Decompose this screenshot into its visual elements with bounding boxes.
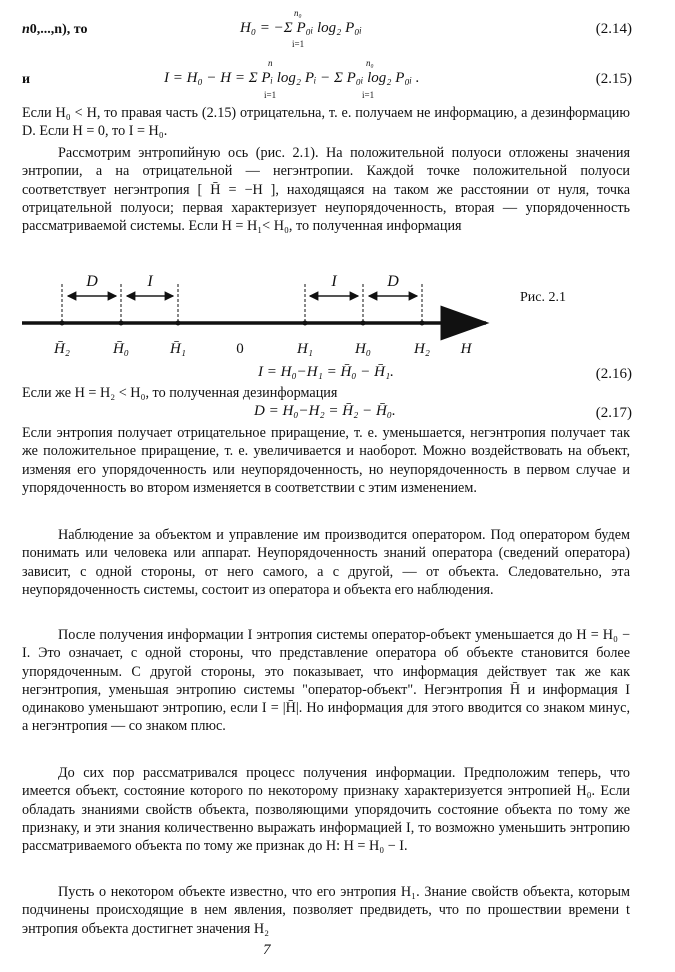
- axis-label: H̄₂: [53, 341, 71, 357]
- equation-lead-text: 0,...,n), то: [29, 22, 88, 37]
- equation-2-14-formula: H₀ = −Σ P₀ᵢ log₂ P₀ᵢ: [240, 20, 362, 36]
- sum-lower-limit: i=1: [362, 90, 375, 100]
- axis-label: H̄₀: [112, 341, 130, 357]
- equation-2-15-formula: I = H₀ − H = Σ Pᵢ log₂ Pᵢ − Σ P₀ᵢ log₂ P₀ᵢ .: [164, 70, 420, 86]
- span-label-i: I: [147, 273, 153, 290]
- axis-label: H₂: [413, 341, 431, 357]
- equation-2-14: [22, 8, 632, 48]
- span-label-d: D: [387, 273, 399, 290]
- sum-upper-limit: n₀: [366, 58, 374, 68]
- equation-2-17: [22, 403, 632, 423]
- sum-lower-limit: i=1: [264, 90, 277, 100]
- paragraph: Рассмотрим энтропийную ось (рис. 2.1). На положительной полуоси отложены значения энтропии, а на отрицательной — негэнтропии. Каждой точке положительной полуоси соответствует негэнтропия [ H̄ = −H ], находящаяся на таком же расстоянии от нуля, точка отрицательной полуоси; первая характеризует неупорядоченность, вторая — упорядоченность рассматриваемой системы. Если H = H₁< H₀, то полученная информация: [22, 145, 630, 235]
- axis-label: H: [460, 341, 472, 357]
- equation-2-17-formula: D = H₀−H₂ = H̄₂ − H̄₀.: [254, 403, 396, 419]
- paragraph: Если же H = H₂ < H₀, то полученная дезинформация: [22, 385, 338, 401]
- sum-upper-limit: n₀: [294, 8, 302, 18]
- axis-label: H̄₁: [169, 341, 187, 357]
- paragraph: Наблюдение за объектом и управление им производится оператором. Под оператором будем понимать или человека или аппарат. Неупорядоченность знаний оператора (сведений оператора) зависит, с одной стороны, от него самого, а с другой, — от объекта. Следовательно, эта неупорядоченность системы, состоит из оператора и объекта его наблюдения.: [22, 527, 630, 598]
- paragraph: Если энтропия получает отрицательное приращение, т. е. уменьшается, негэнтропия получает так же положительное приращение, т. е. увеличивается и наоборот. Можно воздействовать на объект, изменяя его упорядоченность или неупорядоченность, но неупорядоченность в первом случае и упорядоченность во втором изменяется в соответствии с этим изменением.: [22, 425, 630, 496]
- equation-2-16: [22, 364, 632, 384]
- paragraph: До сих пор рассматривался процесс получения информации. Предположим теперь, что имеется объект, состояние которого по некоторому признаку характеризуется энтропией H₀. Если обладать знаниями свойств объекта, позволяющими упорядочить состояние объекта по тому же признаку, и эти знания количественно выражать информацией I, то возможно уменьшить энтропию рассматриваемого объекта по тому же признак до H: H = H₀ − I.: [22, 765, 630, 855]
- equation-number: (2.14): [595, 21, 632, 37]
- guide-lines: [62, 284, 422, 321]
- equation-2-16-formula: I = H₀−H₁ = H̄₀ − H̄₁.: [258, 364, 394, 380]
- entropy-axis-figure: [18, 266, 633, 362]
- sum-upper-limit: n: [268, 58, 273, 68]
- paragraph: После получения информации I энтропия системы оператор-объект уменьшается до H = H₀ − I. Это означает, с одной стороны, что представление оператора об объекте становится более упорядоченным. С другой стороны, это показывает, что информация действует так же как негэнтропия, уменьшая энтропию системы "оператор-объект". Негэнтропия H̄ и информация I одинаково уменьшают энтропию, если I = |H̄|. Но информация для этого вводится со знаком минус, а негэнтропия — со знаком плюс.: [22, 627, 630, 735]
- paragraph: Пусть о некотором объекте известно, что его энтропия H₁. Знание свойств объекта, которым подчинены происходящие в нем явления, позволяет предвидеть, что по прошествии времени t энтропия объекта достигнет значения H₂: [22, 884, 630, 937]
- span-label-i: I: [331, 273, 337, 290]
- axis-label: H₀: [354, 341, 372, 357]
- page-number: 7: [263, 942, 271, 958]
- equation-lead-var: n: [22, 22, 30, 37]
- axis-label-zero: 0: [236, 341, 244, 357]
- axis-label: H₁: [296, 341, 314, 357]
- sum-lower-limit: i=1: [292, 39, 305, 49]
- equation-number: (2.16): [595, 366, 632, 382]
- equation-number: (2.17): [595, 405, 632, 421]
- equation-number: (2.15): [595, 71, 632, 87]
- span-label-d: D: [86, 273, 98, 290]
- paragraph: Если H₀ < H, то правая часть (2.15) отрицательна, т. е. получаем не информацию, а дезинформацию D. Если H = 0, то I = H₀.: [22, 105, 630, 140]
- equation-lead-text: и: [22, 72, 31, 87]
- equation-2-15: [22, 58, 632, 104]
- figure-caption: Рис. 2.1: [520, 290, 566, 305]
